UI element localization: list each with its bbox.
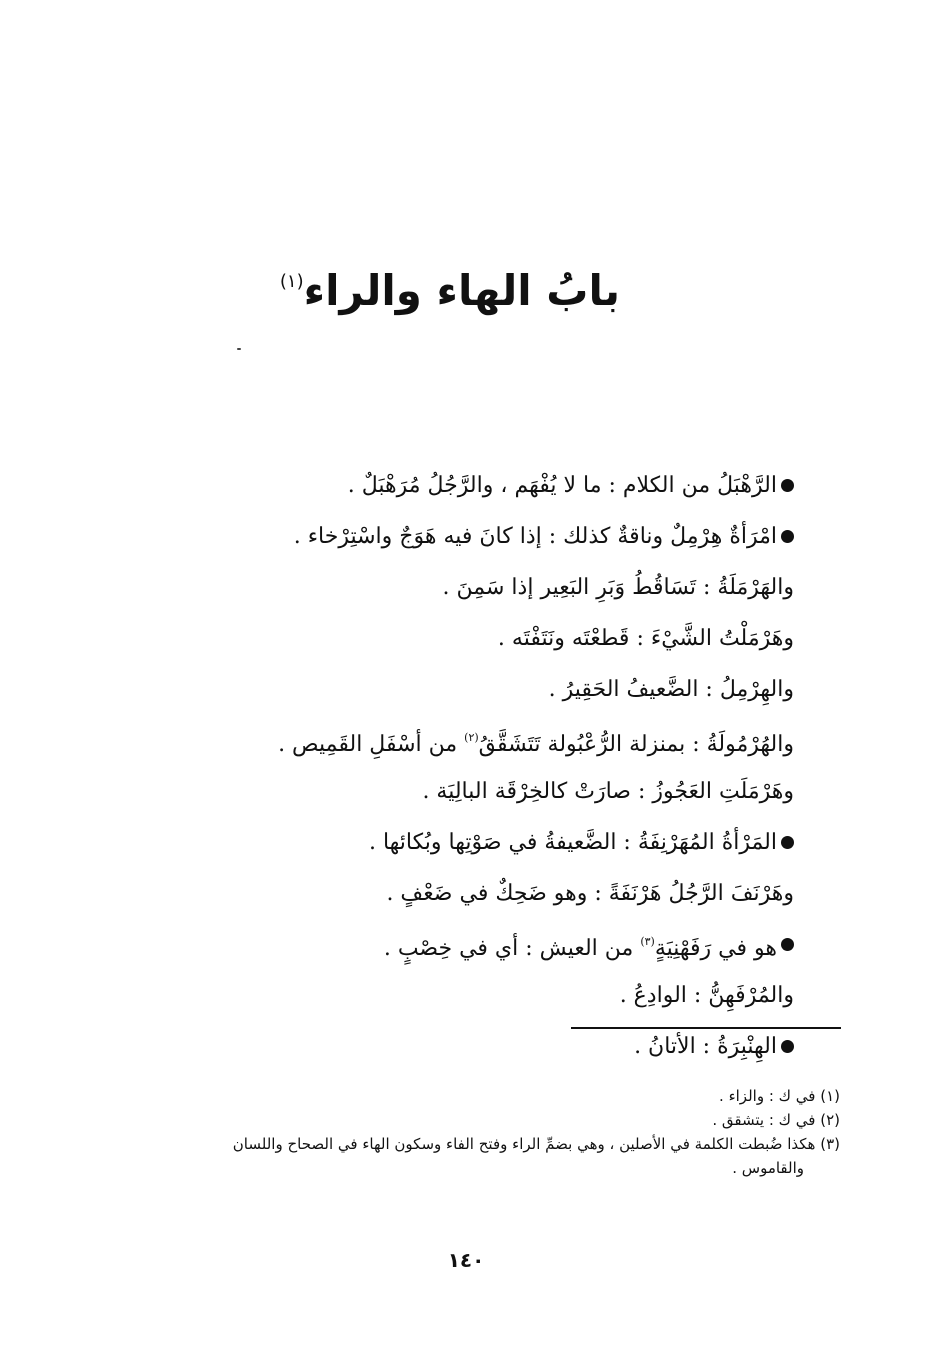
entry-text: والمُرْفَهِنُّ : الوادِعُ . — [619, 983, 794, 1008]
entry-text-part: من أسْفَلِ القَمِيص . — [278, 731, 465, 757]
footnote-ref: (٢) — [464, 730, 479, 744]
bullet-icon — [781, 938, 794, 951]
entry-text: والهَرْمَلَةُ : تَسَاقُطُ وَبَرِ البَعِير إذا سَمِنَ . — [442, 575, 794, 600]
footnotes-block — [100, 1084, 840, 1180]
print-speck — [237, 348, 241, 350]
entry-line-9 — [254, 868, 794, 919]
entry-line-3 — [254, 562, 794, 613]
entry-line-11 — [254, 970, 794, 1021]
entry-line-8 — [254, 817, 794, 868]
bullet-icon — [781, 530, 794, 543]
footnote-separator — [571, 1027, 841, 1029]
entry-text-part: من العيش : أي في خِصْبٍ . — [383, 935, 641, 961]
chapter-title-footnote-ref: (١) — [279, 271, 304, 292]
entry-line-4 — [254, 613, 794, 664]
entry-line-2 — [254, 511, 794, 562]
bullet-icon — [781, 1040, 794, 1053]
entry-line-5 — [254, 664, 794, 715]
entry-text: الرَّهْبَلُ من الكلام : ما لا يُفْهَم ، والرَّجُلُ مُرَهْبَلٌ . — [347, 473, 777, 498]
page-number: ١٤٠ — [447, 1248, 485, 1272]
entries-block — [254, 460, 794, 1072]
bullet-icon — [781, 479, 794, 492]
entry-text-part: هو في رَفَهْنِيَةٍ — [654, 935, 777, 961]
footnote-1: (١) في ك : والزاء . — [719, 1087, 840, 1105]
entry-text — [384, 916, 777, 974]
entry-line-6 — [254, 715, 794, 766]
footnote-2: (٢) في ك : يتشقق . — [712, 1111, 840, 1129]
entry-text-part: والهُرْمُولَةُ : بمنزلة الرُّعْبُولة تَتَشَقَّقُ — [478, 731, 794, 757]
entry-text — [278, 712, 794, 770]
entry-text: وهَرْمَلَتِ العَجُوزُ : صارَتْ كالخِرْقَة البالِيَة . — [422, 779, 794, 804]
chapter-title — [200, 252, 620, 321]
entry-line-10 — [254, 919, 794, 970]
entry-line-7 — [254, 766, 794, 817]
entry-text: والهِرْمِلُ : الضَّعيفُ الحَقِيرُ . — [548, 677, 794, 702]
chapter-title-text: بابُ الهاء والراء — [303, 266, 620, 315]
footnote-ref: (٣) — [640, 934, 655, 948]
bullet-icon — [781, 836, 794, 849]
entry-text: امْرَأةٌ هِرْمِلٌ وناقةٌ كذلك : إذا كانَ فيه هَوَجٌ واسْتِرْخاء . — [293, 524, 777, 549]
entry-text: المَرْأةُ المُهَرْنِفَةُ : الضَّعيفةُ في صَوْتِها وبُكائها . — [368, 830, 777, 855]
entry-line-1 — [254, 460, 794, 511]
entry-text: الهِنْبِرَةُ : الأتانُ . — [634, 1034, 777, 1059]
footnote-3-continuation: والقاموس . — [732, 1159, 804, 1177]
footnote-3: (٣) هكذا ضُبطت الكلمة في الأصلين ، وهي بضمِّ الراء وفتح الفاء وسكون الهاء في الصحاح واللسان — [232, 1135, 840, 1153]
entry-text: وهَرْمَلْتُ الشَّيْءَ : قَطعْتَه ونَتَفْتَه . — [497, 626, 794, 651]
entry-text: وهَرْنَفَ الرَّجُلُ هَرْنَفَةً : وهو ضَحِكٌ في ضَعْفٍ . — [386, 881, 794, 906]
